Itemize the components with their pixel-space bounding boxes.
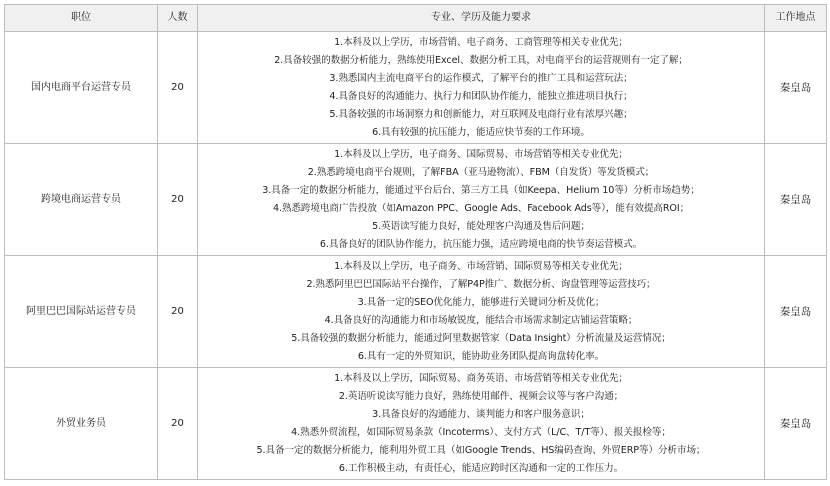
header-count: 人数	[158, 5, 198, 32]
position-cell: 国内电商平台运营专员	[5, 32, 158, 144]
requirement-line: 6.具备良好的团队协作能力，抗压能力强，适应跨境电商的快节奏运营模式。	[319, 238, 643, 250]
requirements-cell	[198, 32, 765, 144]
requirement-line: 2.英语听说读写能力良好，熟练使用邮件、视频会议等与客户沟通；	[338, 390, 624, 402]
requirement-line: 1.本科及以上学历，电子商务、国际贸易、市场营销等相关专业优先；	[334, 148, 628, 160]
location-cell: 秦皇岛	[765, 144, 827, 256]
table-row	[5, 144, 827, 256]
count-cell: 20	[158, 144, 198, 256]
location-cell: 秦皇岛	[765, 256, 827, 368]
header-requirements: 专业、学历及能力要求	[198, 5, 765, 32]
requirement-line: 6.具有一定的外贸知识，能协助业务团队提高询盘转化率。	[357, 350, 605, 362]
requirement-line: 2.熟悉阿里巴巴国际站平台操作，了解P4P推广、数据分析、询盘管理等运营技巧；	[306, 278, 656, 290]
requirements-cell	[198, 256, 765, 368]
count-cell: 20	[158, 368, 198, 480]
count-cell: 20	[158, 256, 198, 368]
requirements-cell	[198, 368, 765, 480]
requirement-line: 3.熟悉国内主流电商平台的运作模式，了解平台的推广工具和运营玩法；	[329, 72, 633, 84]
requirement-line: 3.具备一定的SEO优化能力，能够进行关键词分析及优化；	[357, 296, 605, 308]
requirement-line: 1.本科及以上学历，国际贸易、商务英语、市场营销等相关专业优先；	[334, 372, 628, 384]
requirement-line: 5.具备较强的市场洞察力和创新能力，对互联网及电商行业有浓厚兴趣；	[329, 108, 633, 120]
location-cell: 秦皇岛	[765, 32, 827, 144]
requirement-line: 3.具备良好的沟通能力、谈判能力和客户服务意识；	[372, 408, 590, 420]
requirement-line: 2.具备较强的数据分析能力，熟练使用Excel、数据分析工具，对电商平台的运营规则有一定了解；	[274, 54, 688, 66]
position-cell: 跨境电商运营专员	[5, 144, 158, 256]
table-row	[5, 256, 827, 368]
count-cell: 20	[158, 32, 198, 144]
requirement-line: 2.熟悉跨境电商平台规则，了解FBA（亚马逊物流）、FBM（自发货）等发货模式；	[307, 166, 655, 178]
requirement-line: 3.具备一定的数据分析能力，能通过平台后台、第三方工具（如Keepa、Helium 10等）分析市场趋势；	[262, 184, 700, 196]
requirement-line: 6.工作积极主动，有责任心，能适应跨时区沟通和一定的工作压力。	[338, 462, 624, 474]
location-cell: 秦皇岛	[765, 368, 827, 480]
requirement-line: 1.本科及以上学历，电子商务、市场营销、国际贸易等相关专业优先；	[334, 260, 628, 272]
requirement-line: 4.熟悉跨境电商广告投放（如Amazon PPC、Google Ads、Facebook Ads等），能有效提高ROI；	[272, 202, 690, 214]
requirement-line: 6.具有较强的抗压能力，能适应快节奏的工作环境。	[372, 126, 590, 138]
requirement-line: 4.具备良好的沟通能力、执行力和团队协作能力，能独立推进项目执行；	[329, 90, 633, 102]
position-cell: 阿里巴巴国际站运营专员	[5, 256, 158, 368]
requirement-line: 5.具备一定的数据分析能力，能利用外贸工具（如Google Trends、HS编码查询、外贸ERP等）分析市场；	[256, 444, 706, 456]
requirement-line: 1.本科及以上学历，市场营销、电子商务、工商管理等相关专业优先；	[334, 36, 628, 48]
requirement-line: 4.具备良好的沟通能力和市场敏锐度，能结合市场需求制定店铺运营策略；	[324, 314, 638, 326]
requirements-cell	[198, 144, 765, 256]
requirement-line: 5.英语读写能力良好，能处理客户沟通及售后问题；	[372, 220, 590, 232]
table-row	[5, 32, 827, 144]
job-table	[4, 4, 827, 480]
header-location: 工作地点	[765, 5, 827, 32]
position-cell: 外贸业务员	[5, 368, 158, 480]
header-position: 职位	[5, 5, 158, 32]
table-header	[5, 5, 827, 32]
requirement-line: 5.具备较强的数据分析能力，能通过阿里数据管家（Data Insight）分析流量及运营情况；	[291, 332, 671, 344]
table-row	[5, 368, 827, 480]
requirement-line: 4.熟悉外贸流程，如国际贸易条款（Incoterms）、支付方式（L/C、T/T等）、报关报检等；	[291, 426, 671, 438]
